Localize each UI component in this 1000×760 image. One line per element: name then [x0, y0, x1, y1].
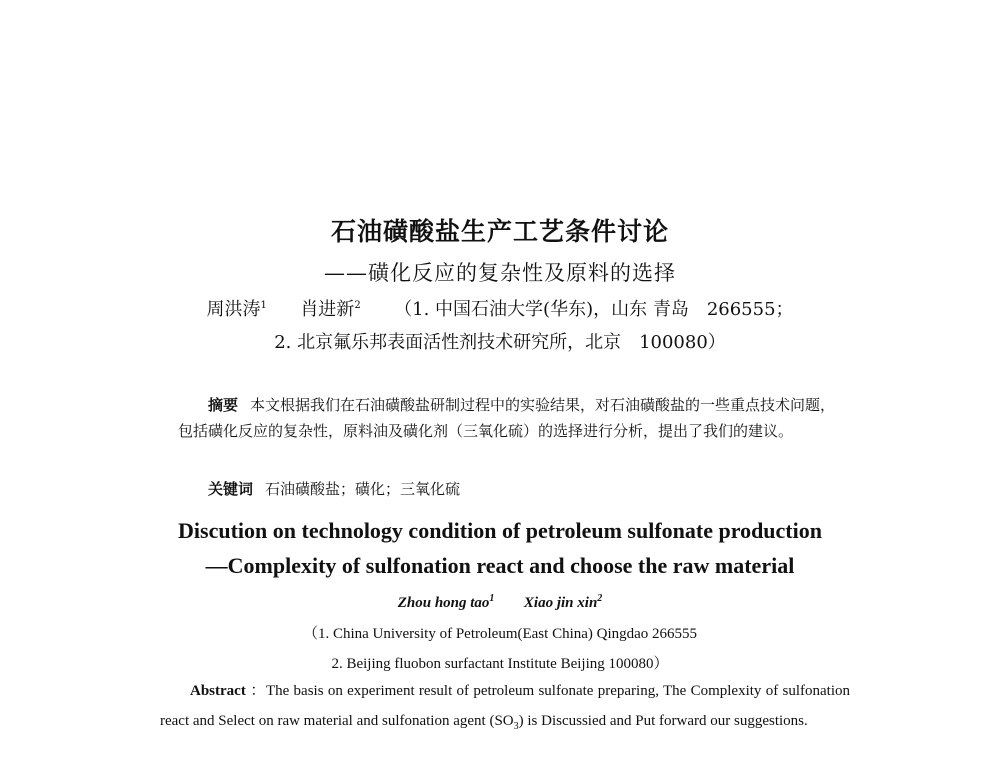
zh-author-2: 肖进新 — [300, 299, 355, 320]
en-author-1: Zhou hong tao — [397, 595, 490, 611]
zh-author-2-sup: 2 — [354, 300, 361, 311]
zh-abstract-text: 本文根据我们在石油磺酸盐研制过程中的实验结果，对石油磺酸盐的一些重点技术问题，包括磺化反应的复杂性，原料油及磺化剂（三氧化硫）的选择进行分析，提出了我们的建议。 — [178, 396, 836, 440]
zh-keywords — [208, 478, 460, 499]
en-subtitle: —Complexity of sulfonation react and choose the raw material — [205, 553, 795, 578]
en-affiliation-2: 2. Beijing fluobon surfactant Institute Beijing 100080） — [331, 656, 669, 672]
zh-subtitle: ——磺化反应的复杂性及原料的选择 — [324, 261, 676, 285]
en-abstract-text-b: ) is Discussied and Put forward our suggestions. — [518, 713, 808, 729]
en-abstract-label: Abstract — [190, 683, 246, 699]
zh-author-1: 周洪涛 — [206, 299, 261, 320]
en-author-2-sup: 2 — [597, 593, 603, 604]
zh-abstract — [178, 392, 840, 444]
zh-title: 石油磺酸盐生产工艺条件讨论 — [330, 217, 669, 246]
zh-abstract-label: 摘要 — [208, 396, 239, 414]
zh-keywords-text: 石油磺酸盐；磺化；三氧化硫 — [265, 480, 461, 498]
en-authors-line — [0, 593, 1000, 612]
en-abstract — [160, 676, 850, 742]
zh-authors-line — [0, 295, 1000, 321]
zh-affiliation-1: （1. 中国石油大学(华东)，山东 青岛 266555； — [394, 299, 794, 320]
en-abstract-colon: ： — [249, 683, 266, 699]
en-author-1-sup: 1 — [489, 593, 495, 604]
en-title: Discution on technology condition of petroleum sulfonate production — [178, 518, 822, 543]
zh-keywords-label: 关键词 — [208, 480, 254, 498]
zh-affiliation-2: 2. 北京氟乐邦表面活性剂技术研究所，北京 100080） — [274, 332, 726, 353]
en-abstract-text-a: The basis on experiment result of petroleum sulfonate preparing, The Complexity of sulfonation react and Select on raw material and sulfonation agent (SO — [160, 683, 850, 729]
en-author-2: Xiao jin xin — [523, 595, 598, 611]
en-abstract-sub: 3 — [513, 721, 519, 732]
zh-author-1-sup: 1 — [260, 300, 267, 311]
en-affiliation-1: （1. China University of Petroleum(East China) Qingdao 266555 — [302, 626, 698, 642]
